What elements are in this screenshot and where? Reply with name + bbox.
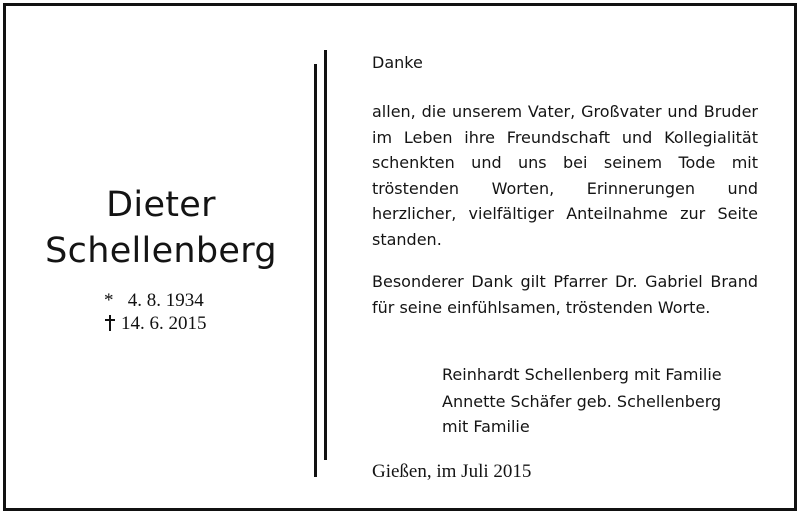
deceased-first-name: Dieter bbox=[106, 185, 216, 225]
obituary-notice bbox=[3, 3, 797, 511]
thanks-heading: Danke bbox=[372, 53, 423, 72]
cross-icon bbox=[104, 315, 116, 331]
thanks-paragraph-2 bbox=[372, 269, 758, 320]
place-and-date: Gießen, im Juli 2015 bbox=[372, 461, 532, 482]
birth-row bbox=[104, 289, 207, 312]
deceased-name bbox=[6, 182, 316, 274]
signature-2 bbox=[442, 389, 721, 439]
thanks-paragraph-1 bbox=[372, 99, 758, 252]
signature-1: Reinhardt Schellenberg mit Familie bbox=[442, 365, 722, 384]
birth-star-icon: * bbox=[104, 290, 114, 311]
paragraph-1-text: allen, die unserem Vater, Großvater und Bruder im Leben ihre Freundschaft und Kollegialität schenkten und uns bei seinem Tode mit tröstenden Worten, Erinnerungen und herzlicher, vielfältiger Anteilnahme zur Seite standen. bbox=[372, 102, 758, 249]
signature-2-line-2: mit Familie bbox=[442, 417, 530, 436]
divider-line-left bbox=[314, 64, 317, 477]
death-row bbox=[104, 312, 207, 335]
life-dates bbox=[104, 289, 207, 335]
divider-line-right bbox=[324, 50, 327, 460]
death-date: 14. 6. 2015 bbox=[121, 313, 207, 334]
birth-date: 4. 8. 1934 bbox=[127, 290, 204, 311]
signature-2-line-1: Annette Schäfer geb. Schellenberg bbox=[442, 392, 722, 411]
paragraph-2-text: Besonderer Dank gilt Pfarrer Dr. Gabriel Brand für seine einfühlsamen, tröstenden Worte. bbox=[372, 272, 758, 317]
deceased-last-name: Schellenberg bbox=[45, 231, 277, 271]
